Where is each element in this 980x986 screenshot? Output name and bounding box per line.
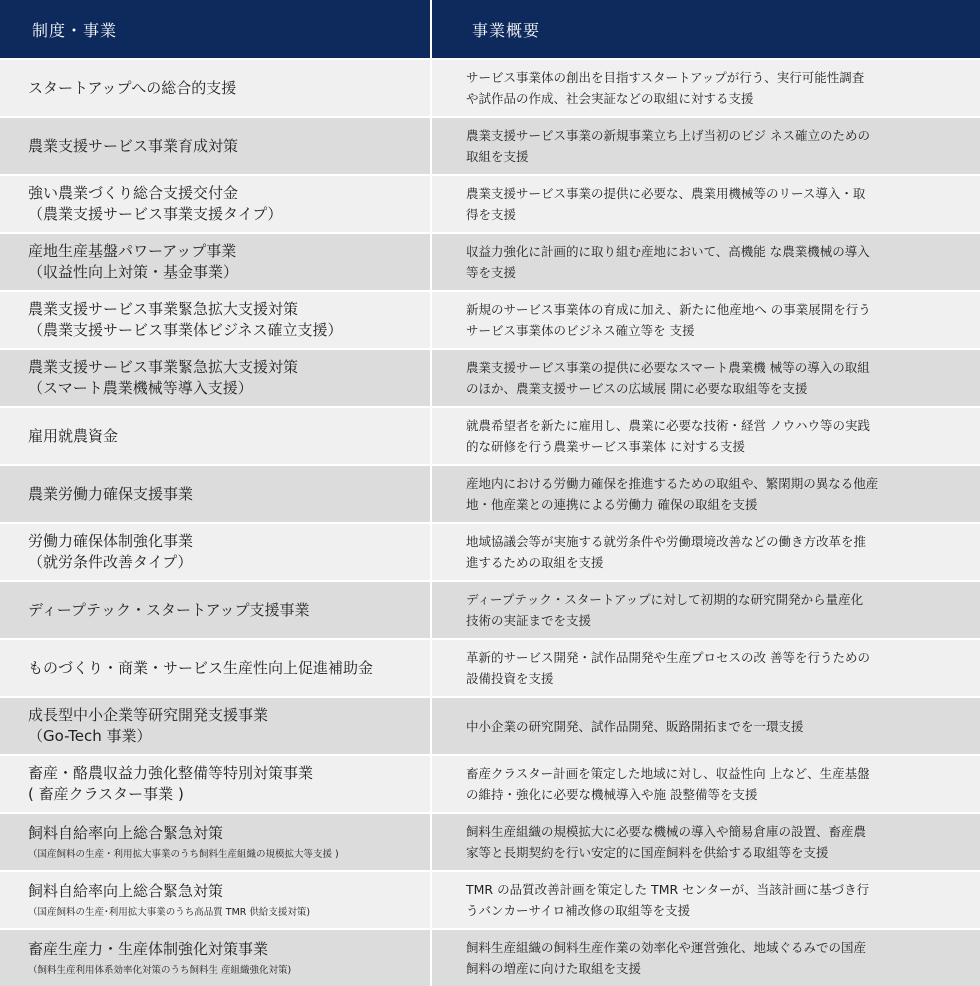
program-overview-cell: [430, 234, 980, 290]
header-overview: 事業概要: [430, 0, 980, 58]
overview-line: TMR の品質改善計画を策定した TMR センターが、当該計画に基づき行: [466, 882, 870, 897]
program-overview-cell: [430, 640, 980, 696]
program-name-cell: [0, 292, 430, 348]
table-row: [0, 176, 980, 232]
program-overview-cell: [430, 292, 980, 348]
program-name-cell: [0, 698, 430, 754]
program-name-line: 畜産生産力・生産体制強化対策事業: [28, 939, 269, 958]
overview-line: 得を支援: [466, 207, 517, 222]
table-row: [0, 292, 980, 348]
overview-line: 産地内における労働力確保を推進するための取組や、繁閑期の異なる他産: [466, 476, 879, 491]
program-name-line: （Go-Tech 事業）: [28, 727, 152, 745]
program-overview-cell: [430, 118, 980, 174]
overview-line: 的な研修を行う農業サービス事業体 に対する支援: [466, 439, 745, 454]
overview-line: 飼料生産組織の規模拡大に必要な機械の導入や簡易倉庫の設置、畜産農: [466, 824, 867, 839]
program-subtitle: （国産飼料の生産・利用拡大事業のうち飼料生産組織の規模拡大等支援 ): [28, 848, 339, 860]
program-overview-cell: [430, 698, 980, 754]
program-overview-cell: [430, 524, 980, 580]
overview-line: 等を支援: [466, 265, 517, 280]
overview-line: サービス事業体の創出を目指すスタートアップが行う、実行可能性調査: [466, 70, 865, 85]
program-name-line: ディープテック・スタートアップ支援事業: [28, 600, 310, 619]
program-name-cell: [0, 118, 430, 174]
overview-line: 革新的サービス開発・試作品開発や生産プロセスの改 善等を行うための: [466, 650, 870, 665]
overview-line: 地域協議会等が実施する就労条件や労働環境改善などの働き方改革を推: [466, 534, 867, 549]
program-name-cell: [0, 756, 430, 812]
table-row: [0, 466, 980, 522]
program-name-line: 飼料自給率向上総合緊急対策: [28, 823, 224, 842]
table-row: [0, 60, 980, 116]
table-row: [0, 756, 980, 812]
table-row: [0, 408, 980, 464]
table-row: [0, 234, 980, 290]
overview-line: ディープテック・スタートアップに対して初期的な研究開発から量産化: [466, 592, 864, 607]
program-name-cell: [0, 466, 430, 522]
program-name-line: （収益性向上対策・基金事業）: [28, 263, 239, 281]
program-name-line: 農業支援サービス事業緊急拡大支援対策: [28, 358, 299, 376]
overview-line: 地・他産業との連携による労働力 確保の取組を支援: [466, 497, 758, 512]
table-row: [0, 118, 980, 174]
program-overview-cell: [430, 176, 980, 232]
program-name-line: （就労条件改善タイプ）: [28, 553, 193, 571]
overview-line: や試作品の作成、社会実証などの取組に対する支援: [466, 91, 754, 106]
program-name-cell: [0, 640, 430, 696]
program-name-cell: [0, 60, 430, 116]
table-row: [0, 524, 980, 580]
overview-line: 新規のサービス事業体の育成に加え、新たに他産地へ の事業展開を行う: [466, 302, 871, 317]
program-name-cell: [0, 176, 430, 232]
header-program: 制度・事業: [32, 20, 118, 40]
program-name-line: 成長型中小企業等研究開発支援事業: [28, 706, 269, 724]
overview-line: 設備投資を支援: [466, 671, 554, 686]
table-header: [0, 0, 980, 58]
program-overview-cell: [430, 408, 980, 464]
program-name-line: ものづくり・商業・サービス生産性向上促進補助金: [28, 658, 374, 677]
program-name-line: 農業支援サービス事業緊急拡大支援対策: [28, 300, 299, 318]
program-name-cell: [0, 582, 430, 638]
program-name-line: （スマート農業機械等導入支援）: [28, 379, 253, 397]
overview-line: 農業支援サービス事業の提供に必要な、農業用機械等のリース導入・取: [466, 186, 866, 201]
overview-line: 技術の実証までを支援: [466, 613, 592, 628]
program-name-cell: [0, 350, 430, 406]
program-name-line: 農業支援サービス事業育成対策: [28, 136, 239, 155]
program-overview-cell: [430, 350, 980, 406]
overview-line: 進するための取組を支援: [466, 555, 604, 570]
program-name-line: 労働力確保体制強化事業: [28, 532, 194, 550]
program-name-cell: [0, 814, 430, 870]
program-name-line: 雇用就農資金: [28, 426, 119, 445]
overview-line: 取組を支援: [466, 149, 529, 164]
overview-line: 家等と長期契約を行い安定的に国産飼料を供給する取組等を支援: [466, 845, 829, 860]
overview-line: 飼料の増産に向けた取組を支援: [466, 961, 642, 976]
overview-line: のほか、農業支援サービスの広域展 開に必要な取組等を支援: [466, 381, 808, 396]
program-name-line: 畜産・酪農収益力強化整備等特別対策事業: [28, 764, 314, 782]
overview-line: 飼料生産組織の飼料生産作業の効率化や運営強化、地域ぐるみでの国産: [466, 940, 867, 955]
table-row: [0, 872, 980, 928]
program-overview-cell: [430, 60, 980, 116]
table-row: [0, 350, 980, 406]
program-name-line: 飼料自給率向上総合緊急対策: [28, 881, 224, 900]
program-name-cell: [0, 872, 430, 928]
program-overview-cell: [430, 756, 980, 812]
overview-line: の維持・強化に必要な機械導入や施 設整備等を支援: [466, 787, 758, 802]
table-row: [0, 698, 980, 754]
program-overview-cell: [430, 814, 980, 870]
overview-line: 中小企業の研究開発、試作品開発、販路開拓までを一環支援: [466, 718, 804, 734]
program-name-line: （農業支援サービス事業体ビジネス確立支援）: [28, 321, 343, 339]
overview-line: 畜産クラスター計画を策定した地域に対し、収益性向 上など、生産基盤: [466, 766, 870, 781]
table-row: [0, 930, 980, 986]
overview-line: サービス事業体のビジネス確立等を 支援: [466, 323, 695, 338]
program-overview-cell: [430, 582, 980, 638]
table-row: [0, 582, 980, 638]
program-name-line: （農業支援サービス事業支援タイプ）: [28, 205, 283, 223]
overview-line: うバンカーサイロ補改修の取組等を支援: [466, 903, 691, 918]
program-subtitle: （飼料生産利用体系効率化対策のうち飼料生 産組織強化対策): [28, 964, 292, 976]
program-name-line: 産地生産基盤パワーアップ事業: [28, 242, 237, 260]
table-body: [0, 60, 980, 986]
program-name-cell: [0, 234, 430, 290]
program-name-line: 農業労働力確保支援事業: [28, 484, 194, 503]
program-subtitle: （国産飼料の生産･利用拡大事業のうち高品質 TMR 供給支援対策): [28, 906, 311, 918]
program-name-line: 強い農業づくり総合支援交付金: [28, 184, 239, 202]
program-overview-cell: [430, 466, 980, 522]
program-name-line: スタートアップへの総合的支援: [28, 78, 237, 97]
overview-line: 農業支援サービス事業の提供に必要なスマート農業機 械等の導入の取組: [466, 360, 870, 375]
overview-line: 収益力強化に計画的に取り組む産地において、高機能 な農業機械の導入: [466, 244, 870, 259]
program-name-line: ( 畜産クラスター事業 ): [28, 785, 184, 803]
program-overview-cell: [430, 872, 980, 928]
overview-line: 農業支援サービス事業の新規事業立ち上げ当初のビジ ネス確立のための: [466, 128, 870, 143]
table-row: [0, 814, 980, 870]
table-row: [0, 640, 980, 696]
program-name-cell: [0, 930, 430, 986]
overview-line: 就農希望者を新たに雇用し、農業に必要な技術・経営 ノウハウ等の実践: [466, 418, 870, 433]
program-overview-cell: [430, 930, 980, 986]
program-name-cell: [0, 524, 430, 580]
program-name-cell: [0, 408, 430, 464]
